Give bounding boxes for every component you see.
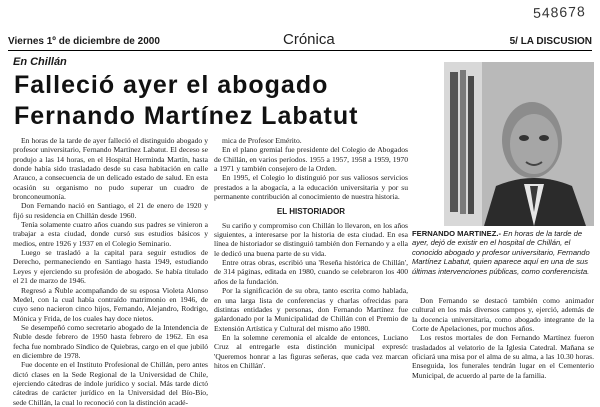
kicker: En Chillán [13,56,67,68]
caption-text: En horas de la tarde de ayer, dejó de existir en el hospital de Chillán, el conocido abogado y profesor universitario, Fernando Martínez Labatut, quien aparece aquí en una de sus últimas intervenciones públicas, como conferencista. [412,229,590,276]
headline-line-1: Falleció ayer el abogado [14,71,329,99]
archive-handwritten-code: 548678 [533,3,587,21]
paragraph: Regresó a Ñuble acompañando de su esposa Violeta Alonso Medel, con la cual había contraído matrimonio en 1946, de cuyo seno nacieron cinco hijos, Fernando, Alejandro, Rodrigo, Mónica y Frida, de los cuales hay doce nietos. [13,285,208,323]
portrait-photo [444,62,594,226]
paragraph: Tenía solamente cuatro años cuando sus padres se vinieron a trabajar a esta ciudad, donde cursó sus estudios básicos y medios, entre 1926 y 1937 en el Colegio Seminario. [13,220,208,248]
section-title: Crónica [283,31,335,48]
photo-caption [412,229,594,276]
paragraph: En el plano gremial fue presidente del Colegio de Abogados de Chillán, en varios períodos. 1955 a 1957, 1958 a 1959, 1970 a 1971 y también consejero de la Orden. [214,145,408,174]
portrait-illustration [444,62,594,226]
paragraph: Entre otras obras, escribió una 'Reseña histórica de Chillán', de 314 páginas, editada en 1980, cuando se celebraron los 400 años de la fundación. [214,258,408,286]
paragraph: Su cariño y compromiso con Chillán lo llevaron, en los años siguientes, a interesarse por la historia de esta ciudad. En esa línea de historiador se distinguió también don Fernando y a ella le dedicó una buena parte de su vida. [214,220,408,258]
paragraph: Don Fernando nació en Santiago, el 21 de enero de 1920 y fijó su residencia en Chillán desde 1960. [13,201,208,220]
article-column-1 [13,136,208,407]
headline [14,70,444,132]
caption-name: FERNANDO MARTINEZ.- [412,229,502,238]
header-rule [8,50,592,51]
issue-date: Viernes 1º de diciembre de 2000 [8,36,160,47]
page-number-masthead: 5/ LA DISCUSION [509,36,592,47]
subheading: EL HISTORIADOR [276,207,346,217]
page-header [8,31,592,50]
paragraph: Fue docente en el Instituto Profesional de Chillán, pero antes dictó clases en la Sede Regional de la Universidad de Chile, ejerciendo cátedras de índole jurídico y social. Más tarde dictó cátedras de carácter jurídico en la Universidad del Bío-Bío, sede Chillán, la cual lo reconoció con la distinción acadé- [13,360,208,407]
paragraph: Los restos mortales de don Fernando Martínez fueron trasladados al velatorio de la Iglesia Catedral. Mañana se oficiará una misa por el alma de su alma, a las 10.30 horas. Enseguida, los funerales tendrán lugar en el Cementerio Municipal, de acuerdo al parte de la familia. [412,333,594,380]
paragraph: mica de Profesor Emérito. [222,136,302,145]
article-column-3 [412,296,594,380]
article-column-2 [214,136,408,370]
paragraph: Luego se trasladó a la capital para seguir estudios de Derecho, permaneciendo en Santiago hasta 1949, estudiando Leyes y ejerciendo su profesión de abogado. Se había titulado el 21 de marzo de 1946. [13,248,208,286]
paragraph: En 1995, el Colegio lo distinguió por sus valiosos servicios prestados a la abogacía, a la educación universitaria y por su permanente contribución al conocimiento de nuestra historia. [214,173,408,202]
paragraph: Por la significación de su obra, tanto escrita como hablada, en una larga lista de conferencias y charlas ofrecidas para distintas entidades y personas, don Fernando Martínez fue galardonado por la Municipalidad de Chillán con el Premio de Extensión Artística y Cultural del mismo año 1980. [214,286,408,333]
paragraph: Don Fernando se destacó también como animador cultural en los más diversos campos y, ejerció, además de la docencia universitaria, como abogado integrante de la Corte de Apelaciones, por muchos años. [412,296,594,334]
headline-line-2: Fernando Martínez Labatut [14,102,359,130]
paragraph: En la solemne ceremonia el alcalde de entonces, Luciano Cruz al entregarle esta distinción municipal expresó: 'Queremos honrar a las figuras señeras, que cada vez marcan hitos en Chillán'. [214,332,408,370]
paragraph: En horas de la tarde de ayer falleció el distinguido abogado y profesor universitario, Fernando Martínez Labatut. El deceso se produjo a las 14 horas, en el Hospital Herminda Martín, hasta donde había sido trasladado desde su casa habitación en calle Arauco, a consecuencia de un delicado estado de salud. En esta ocasión su organismo no pudo superar un cuadro de bronconeumonía. [13,136,208,202]
paragraph: Se desempeñó como secretario abogado de la Intendencia de Ñuble desde febrero de 1950 hasta febrero de 1962. En esa fecha fue nombrado Síndico de Quiebras, cargo en el que jubiló en diciembre de 1978. [13,322,208,360]
